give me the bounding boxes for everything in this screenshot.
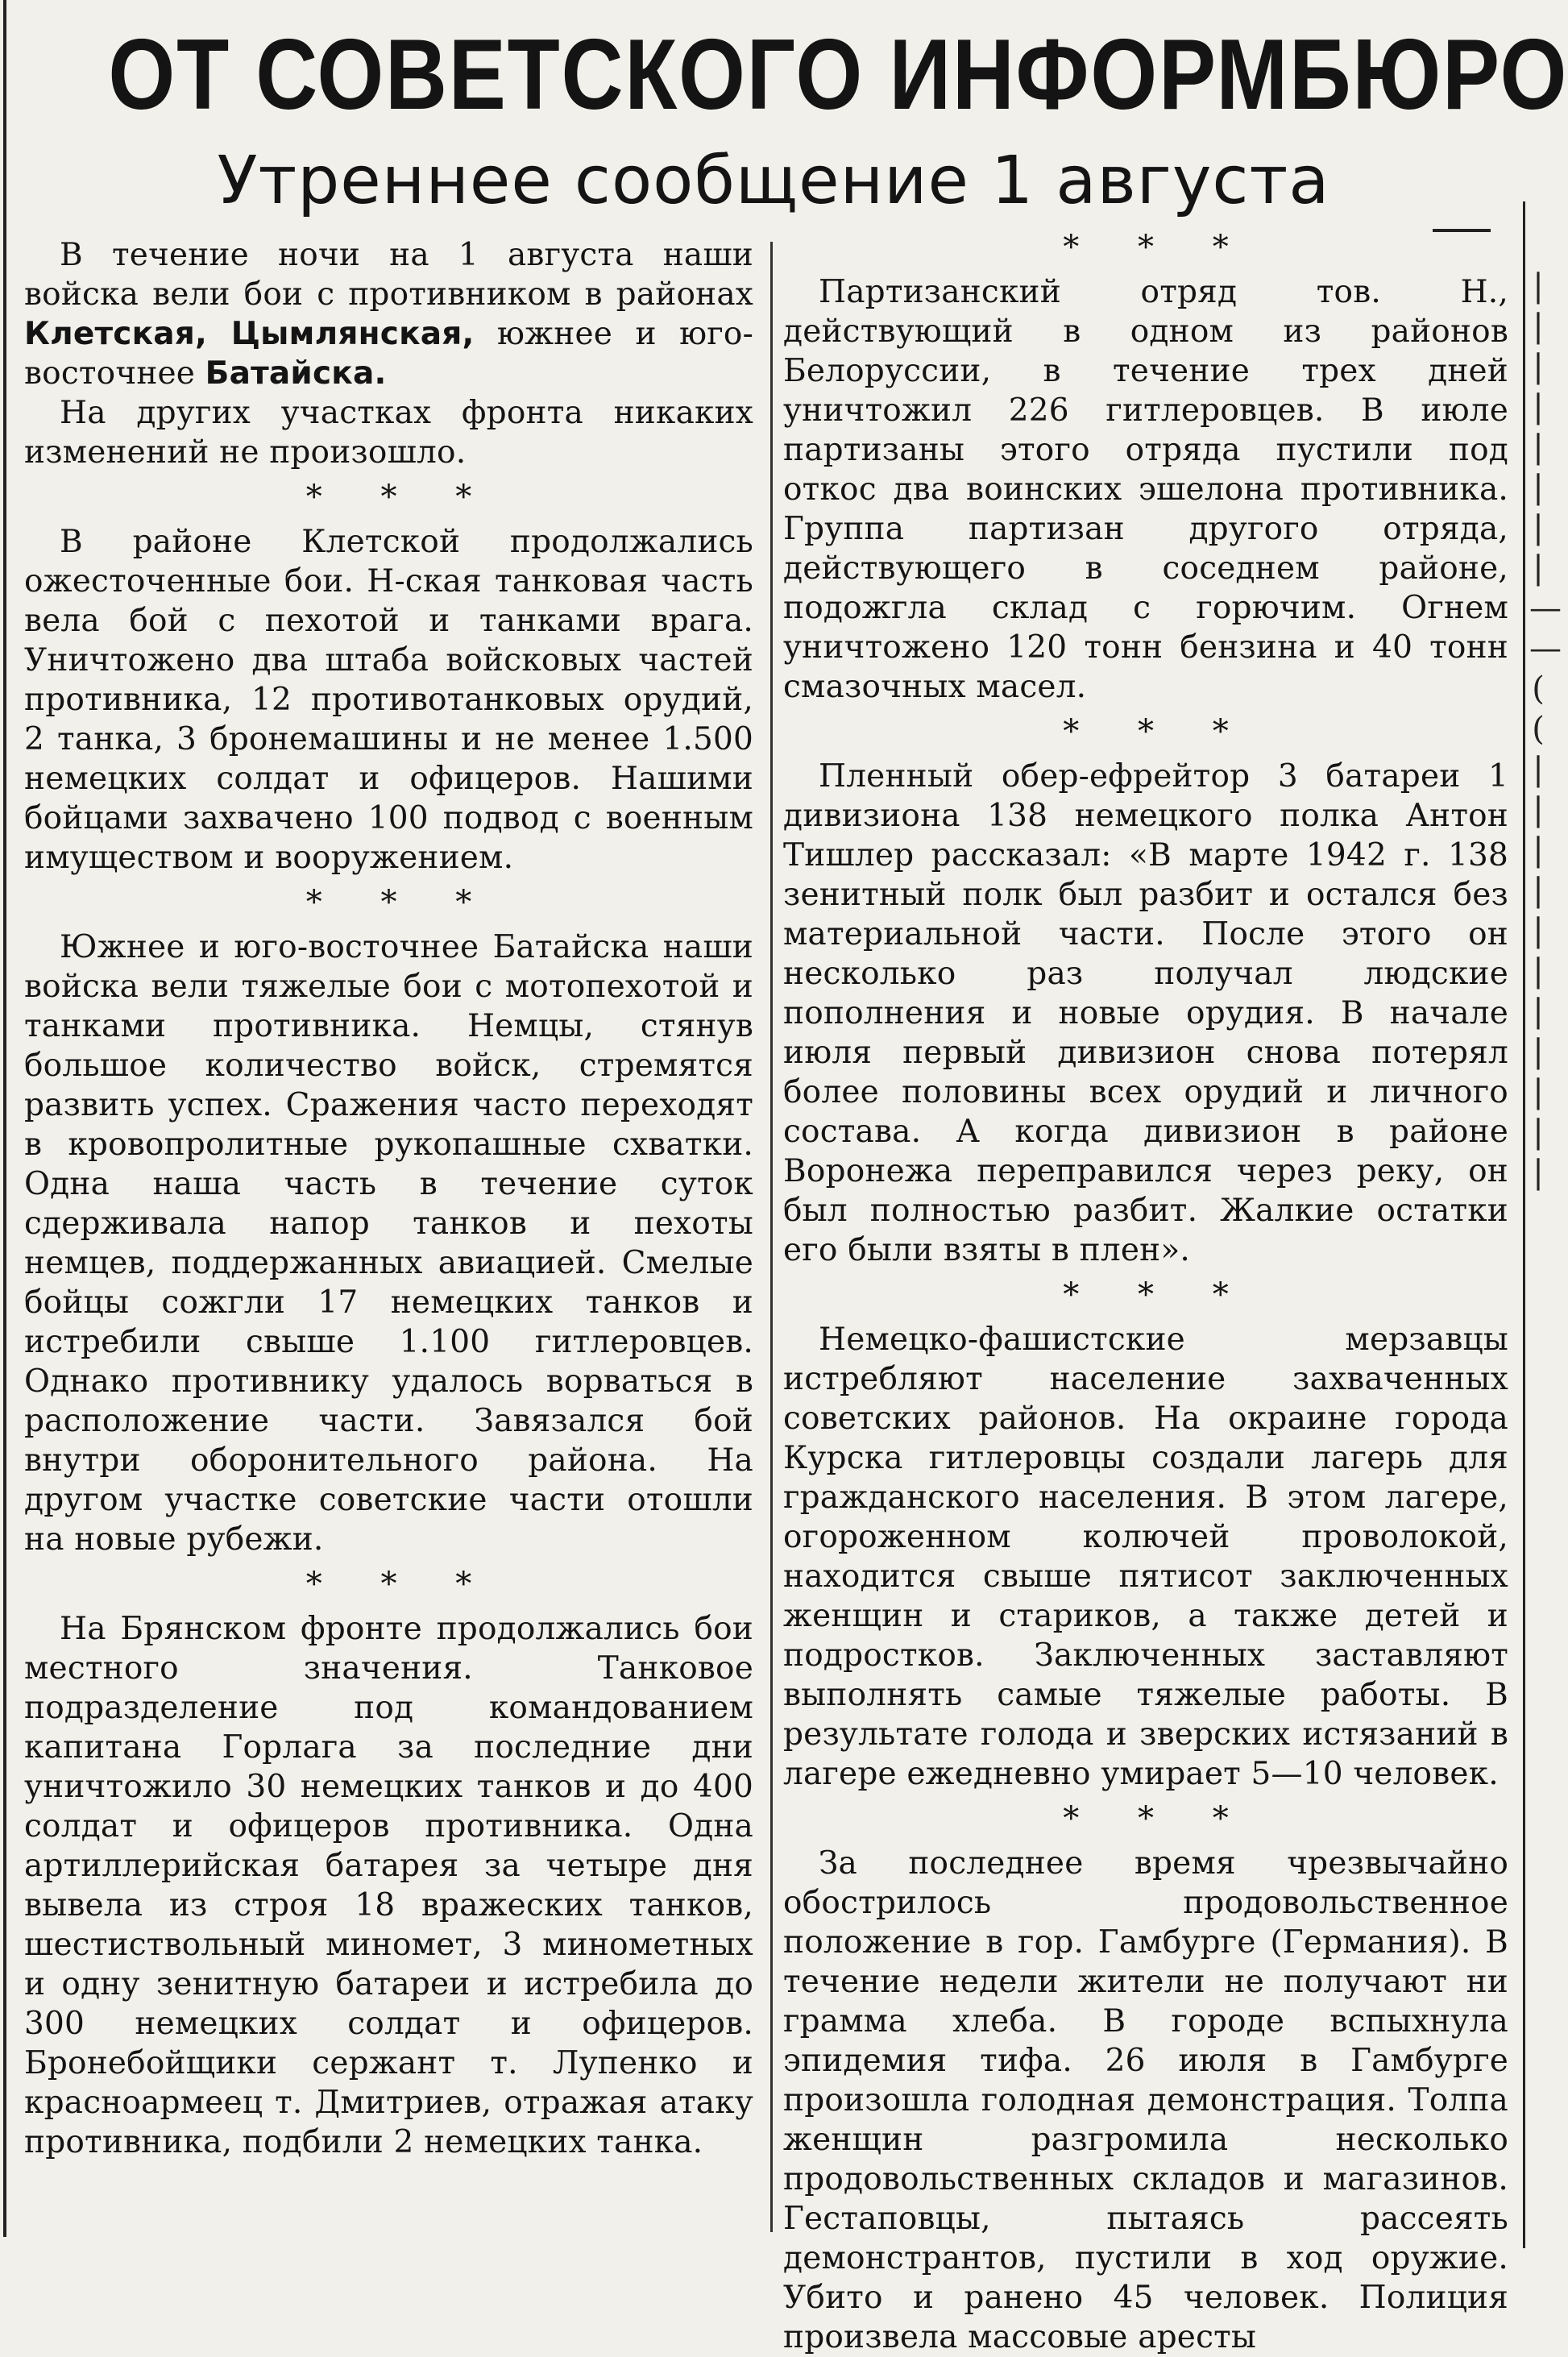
left-column xyxy=(24,235,753,2162)
left-paragraph-4: Южнее и юго-восточнее Батайска наши войска вели тяжелые бои с мотопехотой и танками противника. Немцы, стянув большое количество войск, стремятся развить успех. Сражения часто переходят в кровопролитные рукопашные схватки. Одна наша часть в течение суток сдерживала напор танков и пехоты немцев, поддержанных авиацией. Смелые бойцы сожгли 17 немецких танков и истребили свыше 1.100 гитлеровцев. Однако противнику удалось ворваться в расположение части. Завязался бой внутри оборонительного района. На другом участке советские части отошли на новые рубежи. xyxy=(24,929,753,1558)
adjacent-column-fragment: | | | | | | | | — — ( ( | | | | | | | | | | | xyxy=(1529,268,1562,1191)
right-paragraph-1: Партизанский отряд тов. Н., действующий в одном из районов Белоруссии, в течение трех дней уничтожил 226 гитлеровцев. В июле партизаны этого отряда пустили под откос два воинских эшелона противника. Группа партизан другого отряда, действующего в соседнем районе, подожгла склад с горючим. Огнем уничтожено 120 тонн бензина и 40 тонн смазочных масел. xyxy=(783,274,1508,705)
left-paragraph-5: На Брянском фронте продолжались бои местного значения. Танковое подразделение под командованием капитана Горлага за последние дни уничтожило 30 немецких танков и до 400 солдат и офицеров противника. Одна артиллерийская батарея за четыре дня вывела из строя 18 вражеских танков, шестиствольный миномет, 3 минометных и одну зенитную батареи и истребила до 300 немецких солдат и офицеров. Бронебойщики сержант т. Лупенко и красноармеец т. Дмитриев, отражая атаку противника, подбили 2 немецких танка. xyxy=(24,1611,753,2160)
left-paragraph-2: На других участках фронта никаких изменений не произошло. xyxy=(24,395,753,471)
left-paragraph-1 xyxy=(24,235,753,393)
column-divider xyxy=(770,242,773,2232)
section-divider: * * * xyxy=(305,479,496,516)
text-run: южнее и юго-восточнее xyxy=(24,316,753,392)
right-column-rule xyxy=(1523,201,1525,2248)
right-column xyxy=(783,229,1508,2357)
section-divider: * * * xyxy=(1063,713,1253,750)
right-paragraph-3: Немецко-фашистские мерзавцы истребляют население захваченных советских районов. На окраине города Курска гитлеровцы создали лагерь для гражданского населения. В этом лагере, огороженном колючей проволокой, находится свыше пятисот заключенных женщин и стариков, а также детей и подростков. Заключенных заставляют выполнять самые тяжелые работы. В результате голода и зверских истязаний в лагере ежедневно умирает 5—10 человек. xyxy=(783,1322,1508,1792)
left-margin-rule xyxy=(3,0,6,2237)
section-divider: * * * xyxy=(305,884,496,921)
section-divider: * * * xyxy=(305,1566,496,1603)
right-paragraph-4: За последнее время чрезвычайно обострилось продовольственное положение в гор. Гамбурге (Германия). В течение недели жители не получают ни грамма хлеба. В городе вспыхнула эпидемия тифа. 26 июля в Гамбурге произошла голодная демонстрация. Толпа женщин разгромила несколько продовольственных складов и магазинов. Гестаповцы, пытаясь рассеять демонстрантов, пустили в ход оружие. Убито и ранено 45 человек. Полиция произвела массовые аресты xyxy=(783,1845,1508,2355)
section-divider: * * * xyxy=(1063,1800,1253,1837)
bold-place-names: Клетская, Цымлянская, xyxy=(24,316,475,352)
section-divider: * * * xyxy=(1063,1276,1253,1313)
bold-place-name: Батайска. xyxy=(205,355,387,392)
masthead-title: ОТ СОВЕТСКОГО ИНФОРМБЮРО xyxy=(108,19,1568,131)
bulletin-subtitle: Утреннее сообщение 1 августа xyxy=(217,143,1330,219)
right-paragraph-2: Пленный обер-ефрейтор 3 батареи 1 дивизиона 138 немецкого полка Антон Тишлер рассказал: «В марте 1942 г. 138 зенитный полк был разбит и остался без материальной части. После этого он несколько раз получал людские пополнения и новые орудия. В начале июля первый дивизион снова потерял более половины всех орудий и личного состава. А когда дивизион в районе Воронежа переправился через реку, он был полностью разбит. Жалкие остатки его были взяты в плен». xyxy=(783,758,1508,1268)
text-run: В течение ночи на 1 августа наши войска вели бои с противником в районах xyxy=(24,237,753,313)
section-divider: * * * xyxy=(1063,229,1253,266)
left-paragraph-3: В районе Клетской продолжались ожесточенные бои. Н-ская танковая часть вела бой с пехотой и танками врага. Уничтожено два штаба войсковых частей противника, 12 противотанковых орудий, 2 танка, 3 бронемашины и не менее 1.500 немецких солдат и офицеров. Нашими бойцами захвачено 100 подвод с военным имуществом и вооружением. xyxy=(24,524,753,876)
